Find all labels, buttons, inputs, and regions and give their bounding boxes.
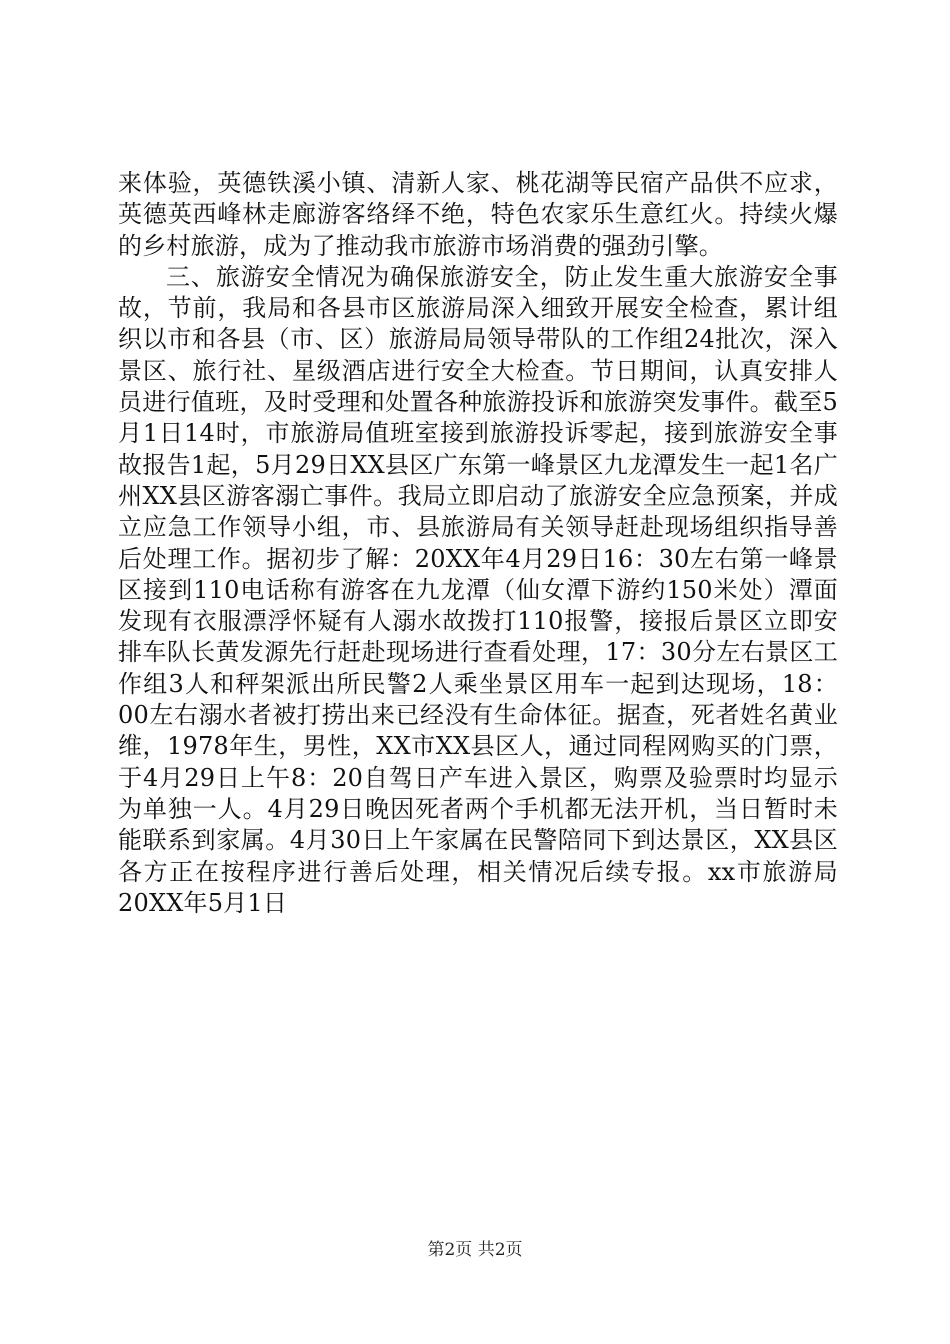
document-body [118,168,838,919]
paragraph-rural-tourism: 来体验，英德铁溪小镇、清新人家、桃花湖等民宿产品供不应求，英德英西峰林走廊游客络绎不绝，特色农家乐生意红火。持续火爆的乡村旅游，成为了推动我市旅游市场消费的强劲引擎。 [118,169,838,260]
paragraph-tourism-safety: 三、旅游安全情况为确保旅游安全，防止发生重大旅游安全事故，节前，我局和各县市区旅游局深入细致开展安全检查，累计组织以市和各县（市、区）旅游局局领导带队的工作组24批次，深入景区、旅行社、星级酒店进行安全大检查。节日期间，认真安排人员进行值班，及时受理和处置各种旅游投诉和旅游突发事件。截至5月1日14时，市旅游局值班室接到旅游投诉零起，接到旅游安全事故报告1起，5月29日XX县区广东第一峰景区九龙潭发生一起1名广州XX县区游客溺亡事件。我局立即启动了旅游安全应急预案，并成立应急工作领导小组，市、县旅游局有关领导赶赴现场组织指导善后处理工作。据初步了解：20XX年4月29日16：30左右第一峰景区接到110电话称有游客在九龙潭（仙女潭下游约150米处）潭面发现有衣服漂浮怀疑有人溺水故拨打110报警，接报后景区立即安排车队长黄发源先行赶赴现场进行查看处理，17：30分左右景区工作组3人和秤架派出所民警2人乘坐景区用车一起到达现场，18：00左右溺水者被打捞出来已经没有生命体征。据查，死者姓名黄业维，1978年生，男性，XX市XX县区人，通过同程网购买的门票，于4月29日上午8：20自驾日产车进入景区，购票及验票时均显示为单独一人。4月29日晚因死者两个手机都无法开机，当日暂时未能联系到家属。4月30日上午家属在民警陪同下到达景区，XX县区各方正在按程序进行善后处理，相关情况后续专报。xx市旅游局20XX年5月1日 [118,262,838,917]
page-footer: 第2页 共2页 [427,1240,523,1260]
